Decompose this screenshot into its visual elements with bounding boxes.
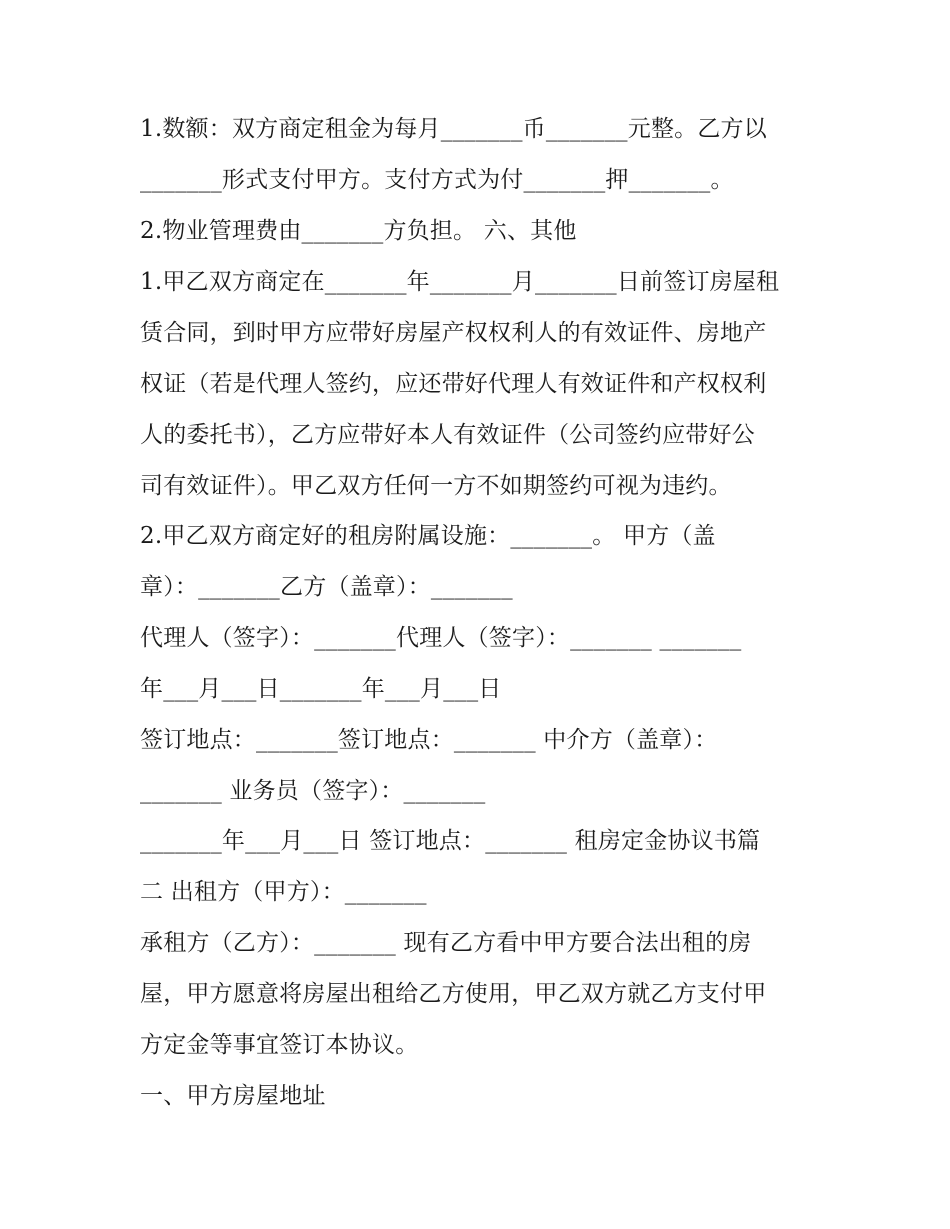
text-line: 人的委托书），乙方应带好本人有效证件（公司签约应带好公 [140,422,755,448]
text-line: _______年___月___日 签订地点：_______ 租房定金协议书篇 [140,828,761,854]
text-line: 方定金等事宜签订本协议。 [140,1032,419,1058]
text-line: 一、甲方房屋地址 [140,1083,326,1109]
text-line: 权证（若是代理人签约，应还带好代理人有效证件和产权权利 [140,371,767,397]
text-line: 1.甲乙双方商定在_______年_______月_______日前签订房屋租 [140,269,780,295]
text-line: 章）：_______乙方（盖章）：_______ [140,574,513,600]
text-line: 2.甲乙双方商定好的租房附属设施：_______。 甲方（盖 [140,523,716,549]
text-line: _______形式支付甲方。支付方式为付_______押_______。 [140,167,734,193]
text-line: 司有效证件）。甲乙双方任何一方不如期签约可视为违约。 [140,473,732,499]
text-line: 1.数额：双方商定租金为每月_______币_______元整。乙方以 [140,116,767,142]
text-line: 二 出租方（甲方）：_______ [140,879,427,905]
text-line: 承租方（乙方）：_______ 现有乙方看中甲方要合法出租的房 [140,930,752,956]
text-line: 代理人（签字）：_______代理人（签字）：_______ _______ [140,625,742,651]
text-line: 签订地点：_______签订地点：_______ 中介方（盖章）： [140,727,718,753]
text-line: 屋，甲方愿意将房屋出租给乙方使用，甲乙双方就乙方支付甲 [140,981,767,1007]
text-line: 年___月___日_______年___月___日 [140,676,502,702]
text-line: 赁合同，到时甲方应带好房屋产权权利人的有效证件、房地产 [140,320,767,346]
text-line: _______ 业务员（签字）：_______ [140,778,486,804]
text-line: 2.物业管理费由_______方负担。 六、其他 [140,218,577,244]
